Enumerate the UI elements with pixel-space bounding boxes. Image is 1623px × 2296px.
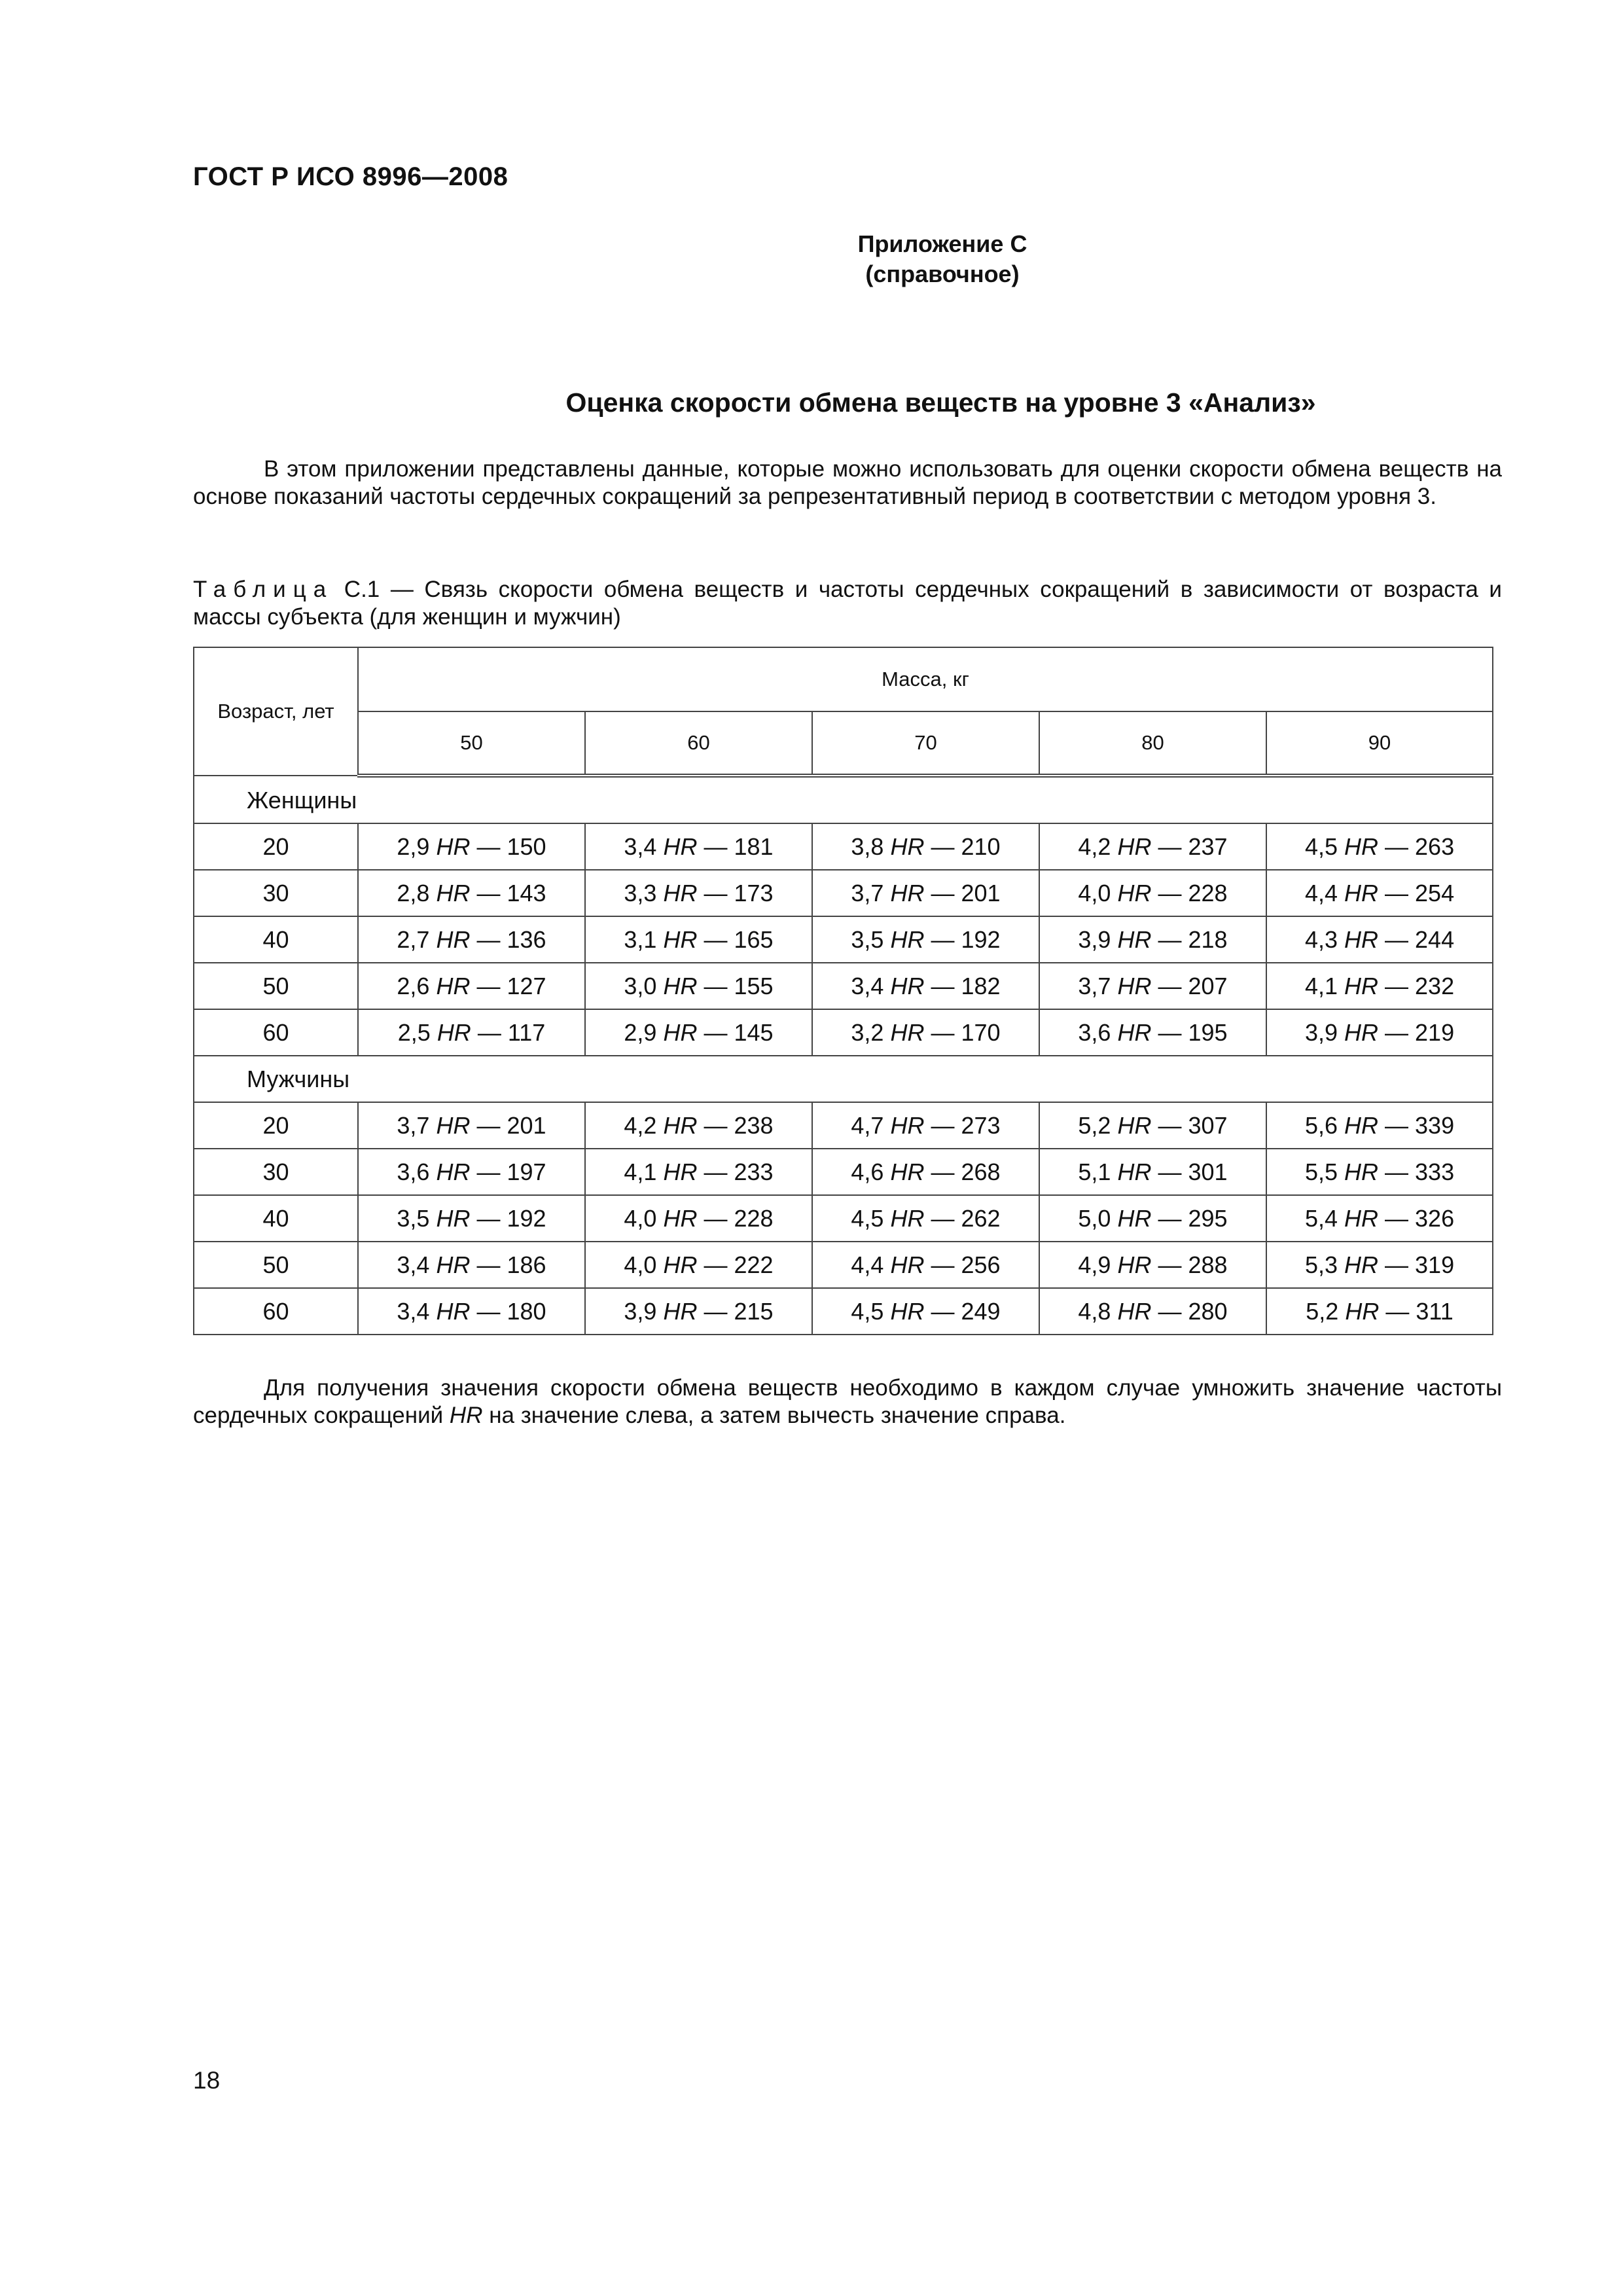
coefficient: 4,8 xyxy=(1078,1297,1111,1325)
table-row xyxy=(194,1009,1493,1056)
offset: 219 xyxy=(1415,1018,1455,1046)
coefficient: 5,0 xyxy=(1078,1204,1111,1232)
age-cell: 20 xyxy=(194,1102,358,1149)
offset: 218 xyxy=(1188,925,1228,953)
formula-cell xyxy=(358,1102,585,1149)
formula-cell xyxy=(585,1009,812,1056)
hr-symbol: HR xyxy=(1117,1297,1152,1325)
offset: 307 xyxy=(1188,1111,1228,1139)
offset: 201 xyxy=(961,879,1001,906)
offset: 273 xyxy=(961,1111,1001,1139)
minus-dash: — xyxy=(931,833,955,860)
note-hr-symbol: HR xyxy=(449,1403,483,1428)
offset: 268 xyxy=(961,1158,1001,1185)
coefficient: 4,3 xyxy=(1304,925,1338,953)
table-row xyxy=(194,1288,1493,1335)
coefficient: 2,9 xyxy=(397,833,430,860)
group-row xyxy=(194,1056,1493,1102)
offset: 145 xyxy=(734,1018,774,1046)
hr-symbol: HR xyxy=(663,925,698,953)
mass-header-cell: 70 xyxy=(812,711,1039,776)
table-row xyxy=(194,1149,1493,1195)
formula-cell xyxy=(812,1288,1039,1335)
formula-cell xyxy=(812,1009,1039,1056)
hr-symbol: HR xyxy=(890,1158,925,1185)
table-row xyxy=(194,1242,1493,1288)
coefficient: 3,5 xyxy=(851,925,884,953)
hr-symbol: HR xyxy=(1117,879,1152,906)
coefficient: 2,8 xyxy=(397,879,430,906)
coefficient: 3,4 xyxy=(624,833,657,860)
offset: 155 xyxy=(734,972,774,999)
minus-dash: — xyxy=(476,1297,501,1325)
offset: 182 xyxy=(961,972,1001,999)
table-row xyxy=(194,823,1493,870)
hr-symbol: HR xyxy=(663,1018,698,1046)
mass-header-cell: 90 xyxy=(1266,711,1493,776)
minus-dash: — xyxy=(1158,972,1182,999)
offset: 263 xyxy=(1415,833,1455,860)
hr-symbol: HR xyxy=(890,972,925,999)
offset: 192 xyxy=(507,1204,546,1232)
formula-cell xyxy=(812,870,1039,916)
hr-symbol: HR xyxy=(1344,833,1378,860)
minus-dash: — xyxy=(1385,1158,1409,1185)
intro-paragraph: В этом приложении представлены данные, которые можно использовать для оценки скорости обмена веществ на основе показаний частоты сердечных сокращений за репрезентативный период в соответствии с методом уровня 3. xyxy=(193,456,1502,509)
formula-cell xyxy=(1266,1242,1493,1288)
age-cell: 20 xyxy=(194,823,358,870)
hr-symbol: HR xyxy=(1117,972,1152,999)
coefficient: 2,5 xyxy=(397,1018,431,1046)
offset: 117 xyxy=(507,1018,546,1046)
formula-cell xyxy=(1266,1288,1493,1335)
formula-cell xyxy=(1266,1149,1493,1195)
minus-dash: — xyxy=(704,972,728,999)
offset: 210 xyxy=(961,833,1001,860)
coefficient: 4,0 xyxy=(1078,879,1111,906)
formula-cell xyxy=(1039,1149,1266,1195)
offset: 228 xyxy=(1188,879,1228,906)
coefficient: 4,0 xyxy=(624,1204,657,1232)
minus-dash: — xyxy=(476,879,501,906)
hr-symbol: HR xyxy=(890,833,925,860)
offset: 181 xyxy=(734,833,774,860)
minus-dash: — xyxy=(931,1111,955,1139)
coefficient: 4,2 xyxy=(1078,833,1111,860)
hr-symbol: HR xyxy=(1117,1251,1152,1278)
minus-dash: — xyxy=(704,833,728,860)
group-row xyxy=(194,776,1493,823)
minus-dash: — xyxy=(931,1297,955,1325)
offset: 215 xyxy=(734,1297,774,1325)
coefficient: 3,9 xyxy=(624,1297,657,1325)
offset: 180 xyxy=(507,1297,546,1325)
formula-cell xyxy=(1266,823,1493,870)
minus-dash: — xyxy=(931,1158,955,1185)
coefficient: 2,9 xyxy=(624,1018,657,1046)
hr-symbol: HR xyxy=(890,879,925,906)
coefficient: 3,4 xyxy=(397,1297,430,1325)
minus-dash: — xyxy=(476,1111,501,1139)
hr-symbol: HR xyxy=(663,1204,698,1232)
group-row-filler xyxy=(585,776,1493,823)
hr-symbol: HR xyxy=(436,1204,471,1232)
hr-symbol: HR xyxy=(1345,1297,1380,1325)
formula-cell xyxy=(812,1149,1039,1195)
table-caption xyxy=(193,576,1502,631)
formula-cell xyxy=(812,963,1039,1009)
offset: 150 xyxy=(507,833,546,860)
minus-dash: — xyxy=(476,1158,501,1185)
formula-cell xyxy=(585,1288,812,1335)
mass-header-cell: 80 xyxy=(1039,711,1266,776)
age-cell: 50 xyxy=(194,963,358,1009)
hr-symbol: HR xyxy=(890,1204,925,1232)
formula-cell xyxy=(1266,1102,1493,1149)
formula-cell xyxy=(358,1242,585,1288)
offset: 207 xyxy=(1188,972,1228,999)
minus-dash: — xyxy=(1385,1204,1409,1232)
offset: 238 xyxy=(734,1111,774,1139)
minus-dash: — xyxy=(476,972,501,999)
hr-symbol: HR xyxy=(1344,1111,1378,1139)
offset: 232 xyxy=(1415,972,1455,999)
minus-dash: — xyxy=(1158,1204,1182,1232)
formula-cell xyxy=(1039,823,1266,870)
coefficient: 4,5 xyxy=(851,1204,884,1232)
formula-cell xyxy=(358,1288,585,1335)
hr-symbol: HR xyxy=(436,879,471,906)
offset: 201 xyxy=(507,1111,546,1139)
offset: 170 xyxy=(961,1018,1001,1046)
table-row xyxy=(194,963,1493,1009)
coefficient: 4,2 xyxy=(624,1111,657,1139)
coefficient: 4,9 xyxy=(1078,1251,1111,1278)
formula-cell xyxy=(812,916,1039,963)
age-cell: 30 xyxy=(194,870,358,916)
hr-symbol: HR xyxy=(1344,1251,1378,1278)
coefficient: 4,1 xyxy=(624,1158,657,1185)
hr-symbol: HR xyxy=(1344,1018,1378,1046)
offset: 195 xyxy=(1188,1018,1228,1046)
coefficient: 5,1 xyxy=(1078,1158,1111,1185)
minus-dash: — xyxy=(1385,833,1409,860)
hr-symbol: HR xyxy=(663,972,698,999)
hr-symbol: HR xyxy=(1344,972,1378,999)
age-cell: 40 xyxy=(194,916,358,963)
formula-cell xyxy=(1266,870,1493,916)
minus-dash: — xyxy=(931,972,955,999)
offset: 237 xyxy=(1188,833,1228,860)
formula-cell xyxy=(585,870,812,916)
coefficient: 4,4 xyxy=(1304,879,1338,906)
note-paragraph xyxy=(193,1374,1502,1429)
coefficient: 3,4 xyxy=(851,972,884,999)
coefficient: 3,3 xyxy=(624,879,657,906)
offset: 173 xyxy=(734,879,774,906)
hr-symbol: HR xyxy=(1344,1158,1378,1185)
formula-cell xyxy=(358,1195,585,1242)
minus-dash: — xyxy=(1385,1018,1409,1046)
table-row xyxy=(194,1102,1493,1149)
mass-column-header: Масса, кг xyxy=(358,647,1493,711)
offset: 295 xyxy=(1188,1204,1228,1232)
formula-cell xyxy=(1039,1009,1266,1056)
table-row xyxy=(194,870,1493,916)
coefficient: 3,2 xyxy=(851,1018,884,1046)
minus-dash: — xyxy=(704,1251,728,1278)
coefficient: 5,4 xyxy=(1304,1204,1338,1232)
formula-cell xyxy=(812,1102,1039,1149)
offset: 339 xyxy=(1415,1111,1455,1139)
coefficient: 3,7 xyxy=(397,1111,430,1139)
formula-cell xyxy=(1266,916,1493,963)
mass-header-cell: 50 xyxy=(358,711,585,776)
coefficient: 4,1 xyxy=(1304,972,1338,999)
offset: 222 xyxy=(734,1251,774,1278)
minus-dash: — xyxy=(1158,833,1182,860)
group-label: Мужчины xyxy=(194,1056,585,1102)
hr-symbol: HR xyxy=(1117,1111,1152,1139)
hr-symbol: HR xyxy=(1117,833,1152,860)
coefficient: 3,8 xyxy=(851,833,884,860)
offset: 249 xyxy=(961,1297,1001,1325)
minus-dash: — xyxy=(704,1018,728,1046)
offset: 165 xyxy=(734,925,774,953)
minus-dash: — xyxy=(1158,1158,1182,1185)
offset: 333 xyxy=(1415,1158,1455,1185)
hr-symbol: HR xyxy=(663,1297,698,1325)
minus-dash: — xyxy=(1158,1018,1182,1046)
offset: 192 xyxy=(961,925,1001,953)
formula-cell xyxy=(358,1009,585,1056)
table-row xyxy=(194,1195,1493,1242)
hr-symbol: HR xyxy=(663,879,698,906)
coefficient: 3,4 xyxy=(397,1251,430,1278)
offset: 233 xyxy=(734,1158,774,1185)
metabolic-rate-table xyxy=(193,647,1493,1335)
offset: 254 xyxy=(1415,879,1455,906)
coefficient: 5,5 xyxy=(1304,1158,1338,1185)
mass-header-cell: 60 xyxy=(585,711,812,776)
formula-cell xyxy=(585,1102,812,1149)
offset: 143 xyxy=(507,879,546,906)
hr-symbol: HR xyxy=(436,1111,471,1139)
table-caption-text: — Связь скорости обмена веществ и частоты сердечных сокращений в зависимости от возраста и массы субъекта (для женщин и мужчин) xyxy=(193,577,1502,630)
coefficient: 3,9 xyxy=(1078,925,1111,953)
minus-dash: — xyxy=(476,833,501,860)
minus-dash: — xyxy=(704,1297,728,1325)
hr-symbol: HR xyxy=(1117,1018,1152,1046)
coefficient: 3,0 xyxy=(624,972,657,999)
offset: 288 xyxy=(1188,1251,1228,1278)
minus-dash: — xyxy=(476,1204,501,1232)
minus-dash: — xyxy=(476,1251,501,1278)
formula-cell xyxy=(585,823,812,870)
age-cell: 60 xyxy=(194,1009,358,1056)
group-row-filler xyxy=(585,1056,1493,1102)
hr-symbol: HR xyxy=(663,833,698,860)
appendix-title: Приложение С xyxy=(857,230,1027,257)
offset: 256 xyxy=(961,1251,1001,1278)
appendix-type: (справочное) xyxy=(865,260,1020,287)
page-number: 18 xyxy=(193,2067,221,2094)
hr-symbol: HR xyxy=(1117,1158,1152,1185)
formula-cell xyxy=(812,1242,1039,1288)
age-cell: 60 xyxy=(194,1288,358,1335)
age-cell: 50 xyxy=(194,1242,358,1288)
minus-dash: — xyxy=(1158,1297,1182,1325)
formula-cell xyxy=(585,963,812,1009)
offset: 127 xyxy=(507,972,546,999)
minus-dash: — xyxy=(1158,925,1182,953)
hr-symbol: HR xyxy=(436,925,471,953)
hr-symbol: HR xyxy=(436,1158,471,1185)
formula-cell xyxy=(358,1149,585,1195)
formula-cell xyxy=(812,1195,1039,1242)
section-title: Оценка скорости обмена веществ на уровне 3 «Анализ» xyxy=(565,387,1316,418)
formula-cell xyxy=(585,916,812,963)
hr-symbol: HR xyxy=(1344,925,1378,953)
minus-dash: — xyxy=(1385,1111,1409,1139)
table-caption-label: Таблица xyxy=(193,577,334,602)
offset: 326 xyxy=(1415,1204,1455,1232)
hr-symbol: HR xyxy=(890,1297,925,1325)
formula-cell xyxy=(1039,1288,1266,1335)
coefficient: 4,6 xyxy=(851,1158,884,1185)
hr-symbol: HR xyxy=(663,1111,698,1139)
hr-symbol: HR xyxy=(437,1018,471,1046)
note-text-1: Для получения значения скорости обмена веществ необходимо в каждом случае умножить значение частоты сердечных сокращений xyxy=(193,1375,1502,1428)
hr-symbol: HR xyxy=(1117,925,1152,953)
formula-cell xyxy=(1039,1242,1266,1288)
document-id: ГОСТ Р ИСО 8996—2008 xyxy=(193,162,508,191)
age-cell: 30 xyxy=(194,1149,358,1195)
minus-dash: — xyxy=(1385,1297,1410,1325)
table-caption-number: С.1 xyxy=(333,577,380,602)
offset: 301 xyxy=(1188,1158,1228,1185)
coefficient: 5,2 xyxy=(1078,1111,1111,1139)
coefficient: 3,7 xyxy=(1078,972,1111,999)
hr-symbol: HR xyxy=(1117,1204,1152,1232)
minus-dash: — xyxy=(477,1018,501,1046)
hr-symbol: HR xyxy=(890,1111,925,1139)
table-row xyxy=(194,916,1493,963)
hr-symbol: HR xyxy=(890,925,925,953)
minus-dash: — xyxy=(1385,925,1409,953)
offset: 197 xyxy=(507,1158,546,1185)
formula-cell xyxy=(812,823,1039,870)
minus-dash: — xyxy=(931,1251,955,1278)
formula-cell xyxy=(1039,870,1266,916)
minus-dash: — xyxy=(704,1204,728,1232)
coefficient: 3,9 xyxy=(1304,1018,1338,1046)
offset: 319 xyxy=(1415,1251,1455,1278)
formula-cell xyxy=(585,1195,812,1242)
coefficient: 2,7 xyxy=(397,925,430,953)
hr-symbol: HR xyxy=(436,1251,471,1278)
coefficient: 4,5 xyxy=(851,1297,884,1325)
hr-symbol: HR xyxy=(890,1251,925,1278)
group-label: Женщины xyxy=(194,776,585,823)
minus-dash: — xyxy=(476,925,501,953)
formula-cell xyxy=(1039,1195,1266,1242)
minus-dash: — xyxy=(704,879,728,906)
coefficient: 3,1 xyxy=(624,925,657,953)
offset: 228 xyxy=(734,1204,774,1232)
coefficient: 5,6 xyxy=(1304,1111,1338,1139)
offset: 186 xyxy=(507,1251,546,1278)
coefficient: 4,5 xyxy=(1304,833,1338,860)
offset: 244 xyxy=(1415,925,1455,953)
formula-cell xyxy=(1039,963,1266,1009)
minus-dash: — xyxy=(1385,972,1409,999)
hr-symbol: HR xyxy=(436,972,471,999)
minus-dash: — xyxy=(931,879,955,906)
formula-cell xyxy=(585,1242,812,1288)
formula-cell xyxy=(358,870,585,916)
age-column-header: Возраст, лет xyxy=(194,647,358,776)
formula-cell xyxy=(358,963,585,1009)
coefficient: 3,7 xyxy=(851,879,884,906)
formula-cell xyxy=(358,823,585,870)
note-text-2: на значение слева, а затем вычесть значение справа. xyxy=(482,1403,1066,1428)
hr-symbol: HR xyxy=(1344,1204,1378,1232)
offset: 311 xyxy=(1416,1297,1454,1325)
offset: 280 xyxy=(1188,1297,1228,1325)
minus-dash: — xyxy=(1385,1251,1409,1278)
formula-cell xyxy=(1039,1102,1266,1149)
formula-cell xyxy=(1266,1009,1493,1056)
hr-symbol: HR xyxy=(436,833,471,860)
minus-dash: — xyxy=(1158,1251,1182,1278)
formula-cell xyxy=(585,1149,812,1195)
hr-symbol: HR xyxy=(663,1158,698,1185)
offset: 262 xyxy=(961,1204,1001,1232)
formula-cell xyxy=(1266,1195,1493,1242)
coefficient: 2,6 xyxy=(397,972,430,999)
minus-dash: — xyxy=(704,1158,728,1185)
coefficient: 4,0 xyxy=(624,1251,657,1278)
coefficient: 4,4 xyxy=(851,1251,884,1278)
coefficient: 4,7 xyxy=(851,1111,884,1139)
formula-cell xyxy=(358,916,585,963)
coefficient: 5,3 xyxy=(1304,1251,1338,1278)
minus-dash: — xyxy=(931,1018,955,1046)
minus-dash: — xyxy=(704,1111,728,1139)
coefficient: 3,6 xyxy=(397,1158,430,1185)
minus-dash: — xyxy=(1158,1111,1182,1139)
minus-dash: — xyxy=(931,925,955,953)
formula-cell xyxy=(1266,963,1493,1009)
coefficient: 3,5 xyxy=(397,1204,430,1232)
hr-symbol: HR xyxy=(663,1251,698,1278)
minus-dash: — xyxy=(704,925,728,953)
offset: 136 xyxy=(507,925,546,953)
coefficient: 5,2 xyxy=(1306,1297,1339,1325)
coefficient: 3,6 xyxy=(1078,1018,1111,1046)
minus-dash: — xyxy=(1158,879,1182,906)
minus-dash: — xyxy=(931,1204,955,1232)
hr-symbol: HR xyxy=(436,1297,471,1325)
hr-symbol: HR xyxy=(1344,879,1378,906)
formula-cell xyxy=(1039,916,1266,963)
minus-dash: — xyxy=(1385,879,1409,906)
hr-symbol: HR xyxy=(890,1018,925,1046)
age-cell: 40 xyxy=(194,1195,358,1242)
